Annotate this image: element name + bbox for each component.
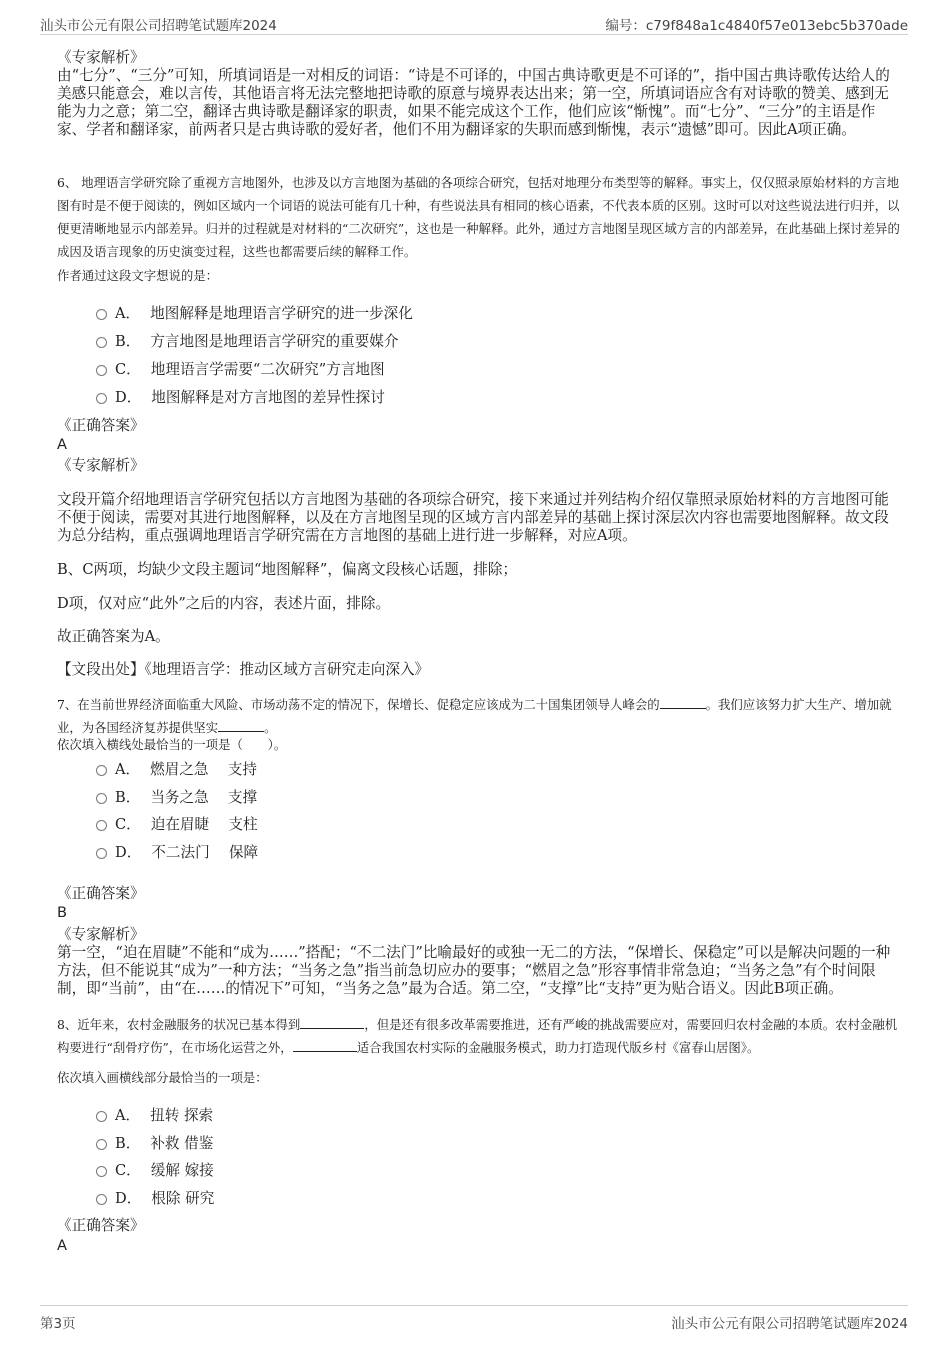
radio-icon[interactable] <box>96 337 107 348</box>
option-text: 方言地图是地理语言学研究的重要媒介 <box>150 332 399 350</box>
q7-answer-title: 《正确答案》 <box>57 885 145 902</box>
q8-stem-part1: 8、近年来，农村金融服务的状况已基本得到 <box>57 1017 301 1032</box>
q6-analysis-title: 《专家解析》 <box>57 457 145 474</box>
q8-stem-part3: 适合我国农村实际的金融服务模式，助力打造现代版乡村《富春山居图》。 <box>356 1040 760 1055</box>
q5-analysis-title: 《专家解析》 <box>57 49 145 66</box>
q6-stem: 6、 地理语言学研究除了重视方言地图外，也涉及以方言地图为基础的各项综合研究，包括对地理分布类型等的解释。事实上，仅仅照录原始材料的方言地图有时是不便于阅读的，例如区域内一个词语的说法可能有几十种，有些说法具有相同的核心语素，不代表本质的区别。这时可以对这些说法进行归并，以便更清晰地显示内部差异。归并的过程就是对材料的“二次研究”，这也是一种解释。此外，通过方言地图呈现区域方言的内部差异，在此基础上探讨差异的成因及语言现象的历史演变过程，这些也都需要后续的解释工作。 <box>57 175 900 259</box>
option-text: 补救 借鉴 <box>150 1134 214 1152</box>
q8-option-b[interactable] <box>96 1132 213 1152</box>
option-text: 地图解释是地理语言学研究的进一步深化 <box>150 304 413 322</box>
radio-icon[interactable] <box>96 1139 107 1150</box>
q6-source: 【文段出处】《地理语言学：推动区域方言研究走向深入》 <box>57 661 430 678</box>
option-label: C． <box>115 360 141 378</box>
option-label: A． <box>115 760 141 778</box>
radio-icon[interactable] <box>96 1111 107 1122</box>
q6-option-a[interactable] <box>96 302 413 322</box>
q6-option-c[interactable] <box>96 358 385 378</box>
q6-analysis-1: 文段开篇介绍地理语言学研究包括以方言地图为基础的各项综合研究，接下来通过并列结构介绍仅靠照录原始材料的方言地图可能不便于阅读，需要对其进行地图解释，以及在方言地图呈现的区域方言内部差异的基础上探讨深层次内容也需要地图解释。故文段为总分结构，重点强调地理语言学研究需在方言地图的基础上进行进一步解释，对应A项。 <box>57 491 889 544</box>
option-label: C． <box>115 815 141 833</box>
q8-stem <box>57 1013 901 1059</box>
q8-option-a[interactable] <box>96 1104 213 1124</box>
radio-icon[interactable] <box>96 820 107 831</box>
q8-stem-part2: ，但是还有很多改革需要推进，还有严峻的挑战需要应对，需要回归农村金融的本质。农村金融机构要进行“刮骨疗伤”，在市场化运营之外， <box>57 1017 898 1055</box>
q6-analysis-2: B、C两项，均缺少文段主题词“地图解释”，偏离文段核心话题，排除； <box>57 561 518 578</box>
radio-icon[interactable] <box>96 309 107 320</box>
q7-stem-part3: 。 <box>264 720 277 735</box>
q7-analysis-text: 第一空，“迫在眉睫”不能和“成为……”搭配；“不二法门”比喻最好的或独一无二的方法，“保增长、保稳定”可以是解决问题的一种方法，但不能说其“成为”一种方法；“当务之急”指当前急切应办的要事；“燃眉之急”形容事情非常急迫；“当务之急”有个时间限制，即“当前”，由“在……的情况下”可知，“当务之急”最为合适。第二空，“支撑”比“支持”更为贴合语义。因此B项正确。 <box>57 944 891 997</box>
q7-option-c[interactable] <box>96 813 258 833</box>
option-label: B． <box>115 332 141 350</box>
radio-icon[interactable] <box>96 1166 107 1177</box>
q6-analysis-3: D项，仅对应“此外”之后的内容，表述片面，排除。 <box>57 595 391 612</box>
option-label: C． <box>115 1161 141 1179</box>
q6-question: 作者通过这段文字想说的是： <box>57 268 219 283</box>
q6-option-d[interactable] <box>96 386 385 406</box>
radio-icon[interactable] <box>96 793 107 804</box>
option-label: B． <box>115 788 141 806</box>
option-text: 地图解释是对方言地图的差异性探讨 <box>151 388 385 406</box>
radio-icon[interactable] <box>96 765 107 776</box>
blank-line <box>300 1016 364 1029</box>
q8-option-d[interactable] <box>96 1187 214 1207</box>
q6-analysis-4: 故正确答案为A。 <box>57 628 170 645</box>
option-text: 燃眉之急 支持 <box>150 760 257 778</box>
option-label: B． <box>115 1134 141 1152</box>
q7-option-d[interactable] <box>96 841 258 861</box>
q7-question: 依次填入横线处最恰当的一项是（ ）。 <box>57 737 287 752</box>
option-text: 扭转 探索 <box>150 1106 214 1124</box>
q5-analysis-text: 由“七分”、“三分”可知，所填词语是一对相反的词语：“诗是不可译的，中国古典诗歌更是不可译的”，指中国古典诗歌传达给人的美感只能意会，难以言传，其他语言将无法完整地把诗歌的原意与境界表达出来；第一空，所填词语应含有对诗歌的赞美、感到无能为力之意；第二空，翻译古典诗歌是翻译家的职责，如果不能完成这个工作，他们应该“惭愧”。而“七分”、“三分”的主语是作家、学者和翻译家，前两者只是古典诗歌的爱好者，他们不用为翻译家的失职而感到惭愧，表示“遗憾”即可。因此A项正确。 <box>57 67 890 138</box>
q7-stem-part2: 。我们应该努力扩大生产、增加就业，为各国经济复苏提供坚实 <box>57 697 892 735</box>
q6-answer-title: 《正确答案》 <box>57 417 145 434</box>
q6-option-b[interactable] <box>96 330 398 350</box>
option-label: D． <box>115 843 142 861</box>
blank-line <box>218 719 264 732</box>
blank-line <box>660 696 706 709</box>
radio-icon[interactable] <box>96 365 107 376</box>
footer-divider <box>40 1305 908 1306</box>
option-label: D． <box>115 388 142 406</box>
option-text: 缓解 嫁接 <box>150 1161 214 1179</box>
option-text: 迫在眉睫 支柱 <box>150 815 258 833</box>
option-text: 地理语言学需要“二次研究”方言地图 <box>150 360 385 378</box>
q8-answer: A <box>57 1237 67 1254</box>
q5-analysis <box>57 49 901 139</box>
radio-icon[interactable] <box>96 848 107 859</box>
q6-answer: A <box>57 436 67 453</box>
footer-title: 汕头市公元有限公司招聘笔试题库2024 <box>671 1316 908 1332</box>
q7-answer: B <box>57 904 68 921</box>
option-label: A． <box>115 1106 141 1124</box>
q7-option-a[interactable] <box>96 758 257 778</box>
header-doc-id: 编号：c79f848a1c4840f57e013ebc5b370ade <box>605 18 908 34</box>
q8-option-c[interactable] <box>96 1159 214 1179</box>
q7-analysis-title: 《专家解析》 <box>57 926 145 943</box>
radio-icon[interactable] <box>96 1194 107 1205</box>
option-text: 当务之急 支撑 <box>150 788 258 806</box>
blank-line <box>293 1039 357 1052</box>
page-number: 第3页 <box>40 1316 76 1332</box>
radio-icon[interactable] <box>96 393 107 404</box>
option-label: D． <box>115 1189 142 1207</box>
q7-stem-part1: 7、在当前世界经济面临重大风险、市场动荡不定的情况下，保增长、促稳定应该成为二十国集团领导人峰会的 <box>57 697 660 712</box>
header-divider <box>40 34 908 35</box>
q8-question: 依次填入画横线部分最恰当的一项是： <box>57 1070 268 1085</box>
header-title: 汕头市公元有限公司招聘笔试题库2024 <box>40 18 277 34</box>
option-text: 根除 研究 <box>151 1189 215 1207</box>
q7-analysis <box>57 926 901 998</box>
q8-answer-title: 《正确答案》 <box>57 1217 145 1234</box>
option-label: A． <box>115 304 141 322</box>
option-text: 不二法门 保障 <box>151 843 259 861</box>
q7-option-b[interactable] <box>96 786 257 806</box>
